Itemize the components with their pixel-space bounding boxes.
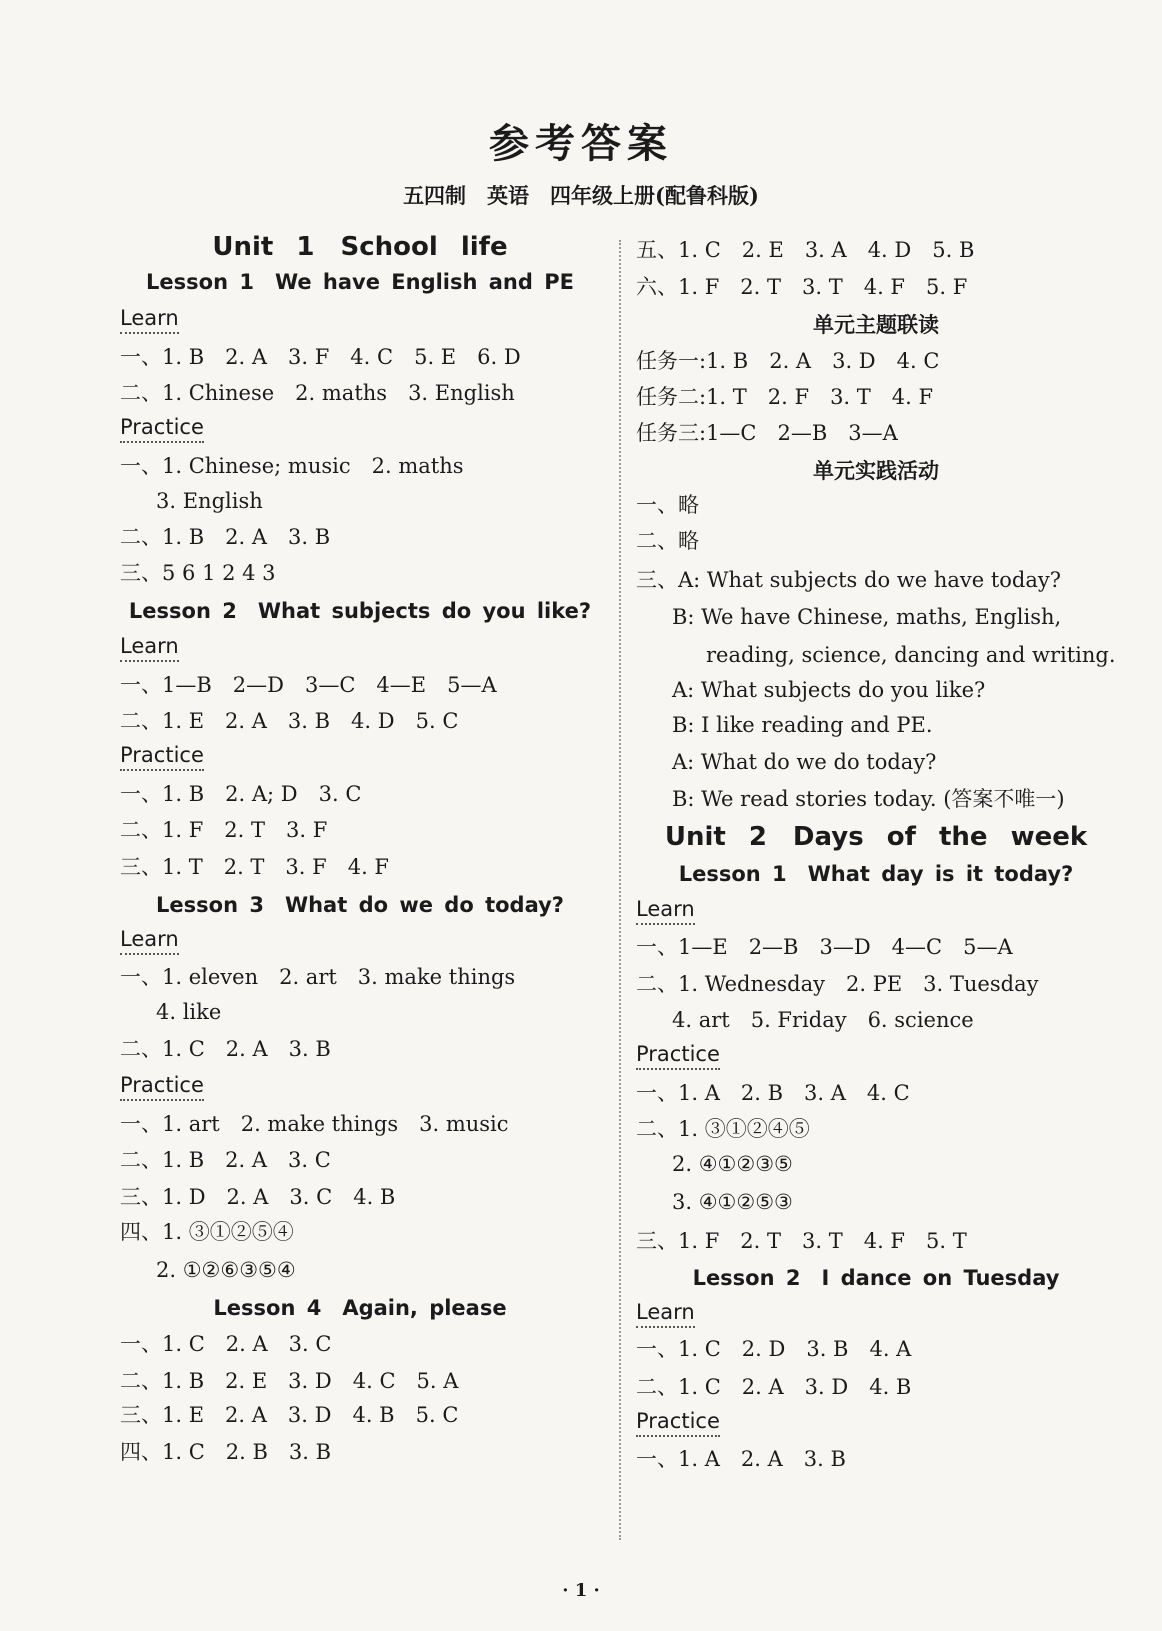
section-label: Learn [120, 305, 179, 334]
unit-heading: Unit 1 School life [212, 232, 508, 262]
section-label: Learn [120, 633, 179, 662]
lesson-heading: Lesson 2 I dance on Tuesday [692, 1266, 1060, 1290]
answer-line: 一、1. Chinese; music 2. maths [120, 454, 464, 478]
answer-line: 一、1—E 2—B 3—D 4—C 5—A [636, 935, 1013, 959]
answer-line: 一、1. art 2. make things 3. music [120, 1112, 509, 1136]
answer-line-continued: 2. ④①②③⑤ [672, 1152, 793, 1176]
page-number: · 1 · [562, 1580, 600, 1601]
answer-line-continued: reading, science, dancing and writing. [706, 643, 1116, 667]
lesson-heading: Lesson 2 What subjects do you like? [128, 599, 592, 623]
answer-line-continued: B: We have Chinese, maths, English, [672, 605, 1062, 629]
column-divider [619, 240, 621, 1540]
answer-line: 一、1. A 2. B 3. A 4. C [636, 1081, 910, 1105]
answer-line-continued: 3. English [156, 489, 263, 513]
answer-line: 二、1. Chinese 2. maths 3. English [120, 381, 515, 405]
section-label: Learn [636, 896, 695, 925]
answer-line-continued: 3. ④①②⑤③ [672, 1190, 793, 1214]
answer-line: 二、1. E 2. A 3. B 4. D 5. C [120, 709, 459, 733]
page-subtitle: 五四制 英语 四年级上册(配鲁科版) [403, 183, 759, 208]
answer-line: 任务一:1. B 2. A 3. D 4. C [636, 349, 940, 373]
answer-line: 二、1. C 2. A 3. D 4. B [636, 1375, 912, 1399]
answer-line: 四、1. C 2. B 3. B [120, 1440, 332, 1464]
answer-line-continued: B: I like reading and PE. [672, 713, 933, 737]
answer-line: 三、1. T 2. T 3. F 4. F [120, 855, 390, 879]
section-label: Practice [636, 1408, 720, 1437]
answer-line-continued: 2. ①②⑥③⑤④ [156, 1258, 296, 1282]
section-label: Practice [636, 1041, 720, 1070]
answer-line: 一、1. B 2. A; D 3. C [120, 782, 362, 806]
page-title: 参考答案 [489, 120, 673, 167]
answer-line-continued: B: We read stories today. (答案不唯一) [672, 787, 1065, 811]
answer-line: 二、1. C 2. A 3. B [120, 1037, 331, 1061]
lesson-heading: Lesson 4 Again, please [213, 1296, 507, 1320]
lesson-heading: Lesson 1 What day is it today? [678, 862, 1074, 886]
answer-line-continued: 4. art 5. Friday 6. science [672, 1008, 974, 1032]
section-label: Learn [120, 926, 179, 955]
answer-line: 二、1. B 2. A 3. B [120, 525, 331, 549]
answer-line-continued: 4. like [156, 1000, 222, 1024]
answer-line: 三、1. E 2. A 3. D 4. B 5. C [120, 1403, 459, 1427]
answer-line: 一、略 [636, 493, 699, 517]
lesson-heading: Lesson 3 What do we do today? [156, 893, 564, 917]
answer-line: 三、1. F 2. T 3. T 4. F 5. T [636, 1229, 967, 1253]
answer-line: 六、1. F 2. T 3. T 4. F 5. F [636, 275, 968, 299]
section-label: Practice [120, 414, 204, 443]
answer-line: 三、1. D 2. A 3. C 4. B [120, 1185, 396, 1209]
answer-line: 三、5 6 1 2 4 3 [120, 561, 276, 585]
lesson-heading: Lesson 1 We have English and PE [146, 270, 574, 294]
answer-line: 五、1. C 2. E 3. A 4. D 5. B [636, 238, 975, 262]
answer-line: 四、1. ③①②⑤④ [120, 1220, 294, 1244]
answer-line: 任务二:1. T 2. F 3. T 4. F [636, 385, 934, 409]
answer-line: 一、1—B 2—D 3—C 4—E 5—A [120, 673, 497, 697]
section-label: Practice [120, 742, 204, 771]
answer-line: 一、1. B 2. A 3. F 4. C 5. E 6. D [120, 345, 521, 369]
unit-heading: Unit 2 Days of the week [664, 822, 1088, 852]
answer-line: 一、1. eleven 2. art 3. make things [120, 965, 516, 989]
answer-line-continued: A: What subjects do you like? [672, 678, 986, 702]
answer-line: 二、1. F 2. T 3. F [120, 818, 328, 842]
answer-line: 二、1. ③①②④⑤ [636, 1117, 810, 1141]
section-heading: 单元主题联读 [813, 313, 939, 337]
answer-line: 一、1. C 2. A 3. C [120, 1332, 332, 1356]
answer-line: 一、1. A 2. A 3. B [636, 1447, 846, 1471]
section-heading: 单元实践活动 [813, 459, 939, 483]
section-label: Learn [636, 1299, 695, 1328]
answer-line: 二、1. B 2. A 3. C [120, 1148, 331, 1172]
answer-line: 一、1. C 2. D 3. B 4. A [636, 1337, 912, 1361]
answer-line-continued: A: What do we do today? [672, 750, 937, 774]
answer-line: 二、1. Wednesday 2. PE 3. Tuesday [636, 972, 1039, 996]
answer-line: 二、1. B 2. E 3. D 4. C 5. A [120, 1369, 459, 1393]
section-label: Practice [120, 1072, 204, 1101]
answer-line: 三、A: What subjects do we have today? [636, 568, 1062, 592]
answer-line: 任务三:1—C 2—B 3—A [636, 421, 898, 445]
answer-line: 二、略 [636, 529, 699, 553]
